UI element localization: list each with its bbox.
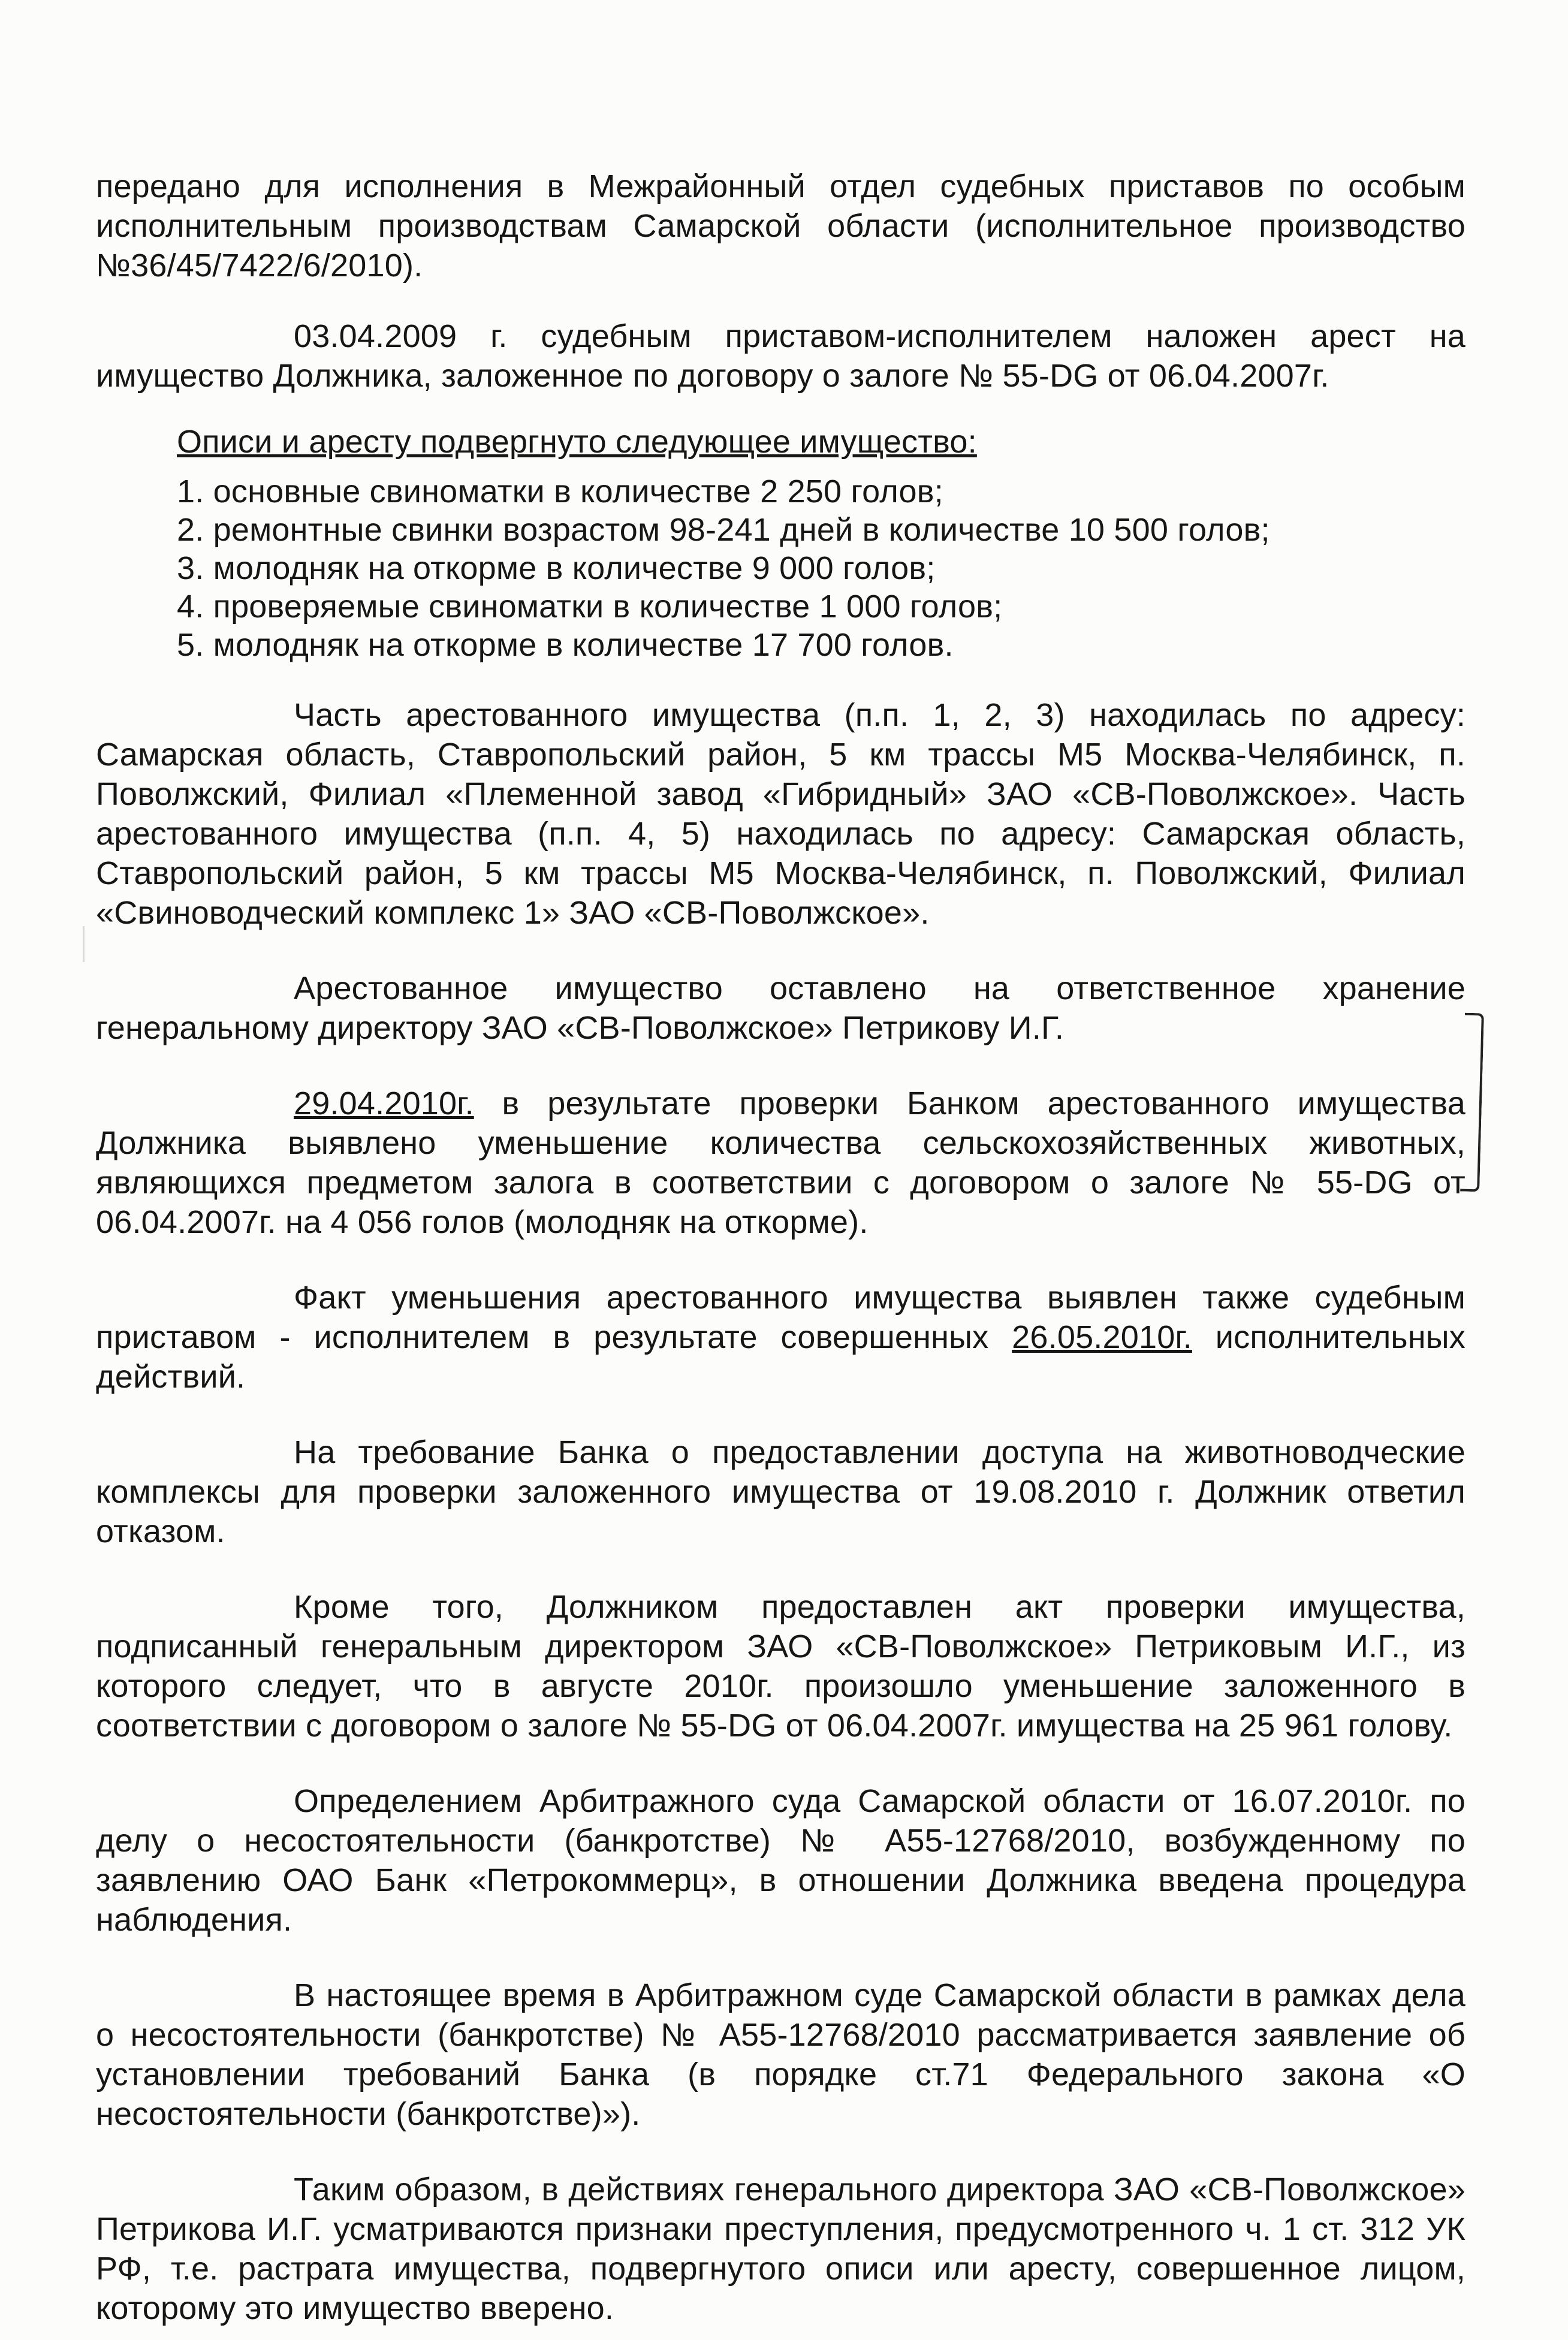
- list-item: 4. проверяемые свиноматки в количестве 1 000 голов;: [177, 589, 1003, 625]
- paragraph-act: Кроме того, Должником предоставлен акт проверки имущества, подписанный генеральным директором ЗАО «СВ-Поволжское» Петриковым И.Г., из которого следует, что в августе 2010г. произошло уменьшение заложенного в соответствии с договором о залоге № 55-DG от 06.04.2007г. имущества на 25 961 голову.: [96, 1589, 1466, 1744]
- paragraph-fact: [96, 1278, 1466, 1397]
- list-item: 1. основные свиноматки в количестве 2 250 голов;: [177, 474, 943, 509]
- paragraph-location: Часть арестованного имущества (п.п. 1, 2, 3) находилась по адресу: Самарская область, Ставропольский район, 5 км трассы М5 Москва-Челябинск, п. Поволжский, Филиал «Племенной завод «Гибридный» ЗАО «СВ-Поволжское». Часть арестованного имущества (п.п. 4, 5) находилась по адресу: Самарская область, Ставропольский район, 5 км трассы М5 Москва-Челябинск, п. Поволжский, Филиал «Свиноводческий комплекс 1» ЗАО «СВ-Поволжское».: [96, 697, 1466, 931]
- check-date: 29.04.2010г.: [294, 1085, 474, 1121]
- list-heading: Описи и аресту подвергнуто следующее имущество:: [177, 424, 977, 460]
- paragraph-custody: Арестованное имущество оставлено на ответственное хранение генеральному директору ЗАО «СВ-Поволжское» Петрикову И.Г.: [96, 970, 1466, 1046]
- paragraph-arrest: 03.04.2009 г. судебным приставом-исполнителем наложен арест на имущество Должника, заложенное по договору о залоге № 55-DG от 06.04.2007г.: [96, 318, 1466, 394]
- paragraph-refusal: На требование Банка о предоставлении доступа на животноводческие комплексы для проверки заложенного имущества от 19.08.2010 г. Должник ответил отказом.: [96, 1434, 1466, 1549]
- fact-text-start: Факт уменьшения арестованного имущества выявлен также судебным приставом - исполнителем в результате совершенных: [96, 1280, 1466, 1355]
- check-text: в результате проверки Банком арестованного имущества Должника выявлено уменьшение количества сельскохозяйственных животных, являющихся предметом залога в соответствии с договором о залоге № 55-DG от 06.04.2007г. на 4 056 голов (молодняк на откорме).: [96, 1085, 1466, 1240]
- property-list: [177, 472, 1466, 664]
- fact-text-end: исполнительных действий.: [96, 1319, 1466, 1395]
- list-item: 3. молодняк на откорме в количестве 9 000 голов;: [177, 550, 936, 586]
- paragraph-transfer: передано для исполнения в Межрайонный отдел судебных приставов по особым исполнительным производствам Самарской области (исполнительное производство №36/45/7422/6/2010).: [96, 168, 1466, 284]
- fact-date: 26.05.2010г.: [1012, 1319, 1192, 1355]
- paragraph-court: Определением Арбитражного суда Самарской области от 16.07.2010г. по делу о несостоятельности (банкротстве) № А55-12768/2010, возбужденному по заявлению ОАО Банк «Петрокоммерц», в отношении Должника введена процедура наблюдения.: [96, 1783, 1466, 1938]
- list-item: 2. ремонтные свинки возрастом 98-241 дней в количестве 10 500 голов;: [177, 512, 1270, 548]
- document-body: [96, 167, 1466, 2328]
- paragraph-bank-check: [96, 1084, 1466, 1242]
- list-item: 5. молодняк на откорме в количестве 17 700 голов.: [177, 627, 954, 663]
- paragraph-current: В настоящее время в Арбитражном суде Самарской области в рамках дела о несостоятельности (банкротстве) № А55-12768/2010 рассматривается заявление об установлении требований Банка (в порядке ст.71 Федерального закона «О несостоятельности (банкротстве)»).: [96, 1977, 1466, 2132]
- scan-mark: [83, 926, 85, 962]
- paragraph-conclusion: Таким образом, в действиях генерального директора ЗАО «СВ-Поволжское» Петрикова И.Г. усматриваются признаки преступления, предусмотренного ч. 1 ст. 312 УК РФ, т.е. растрата имущества, подвергнутого описи или аресту, совершенное лицом, которому это имущество вверено.: [96, 2172, 1466, 2326]
